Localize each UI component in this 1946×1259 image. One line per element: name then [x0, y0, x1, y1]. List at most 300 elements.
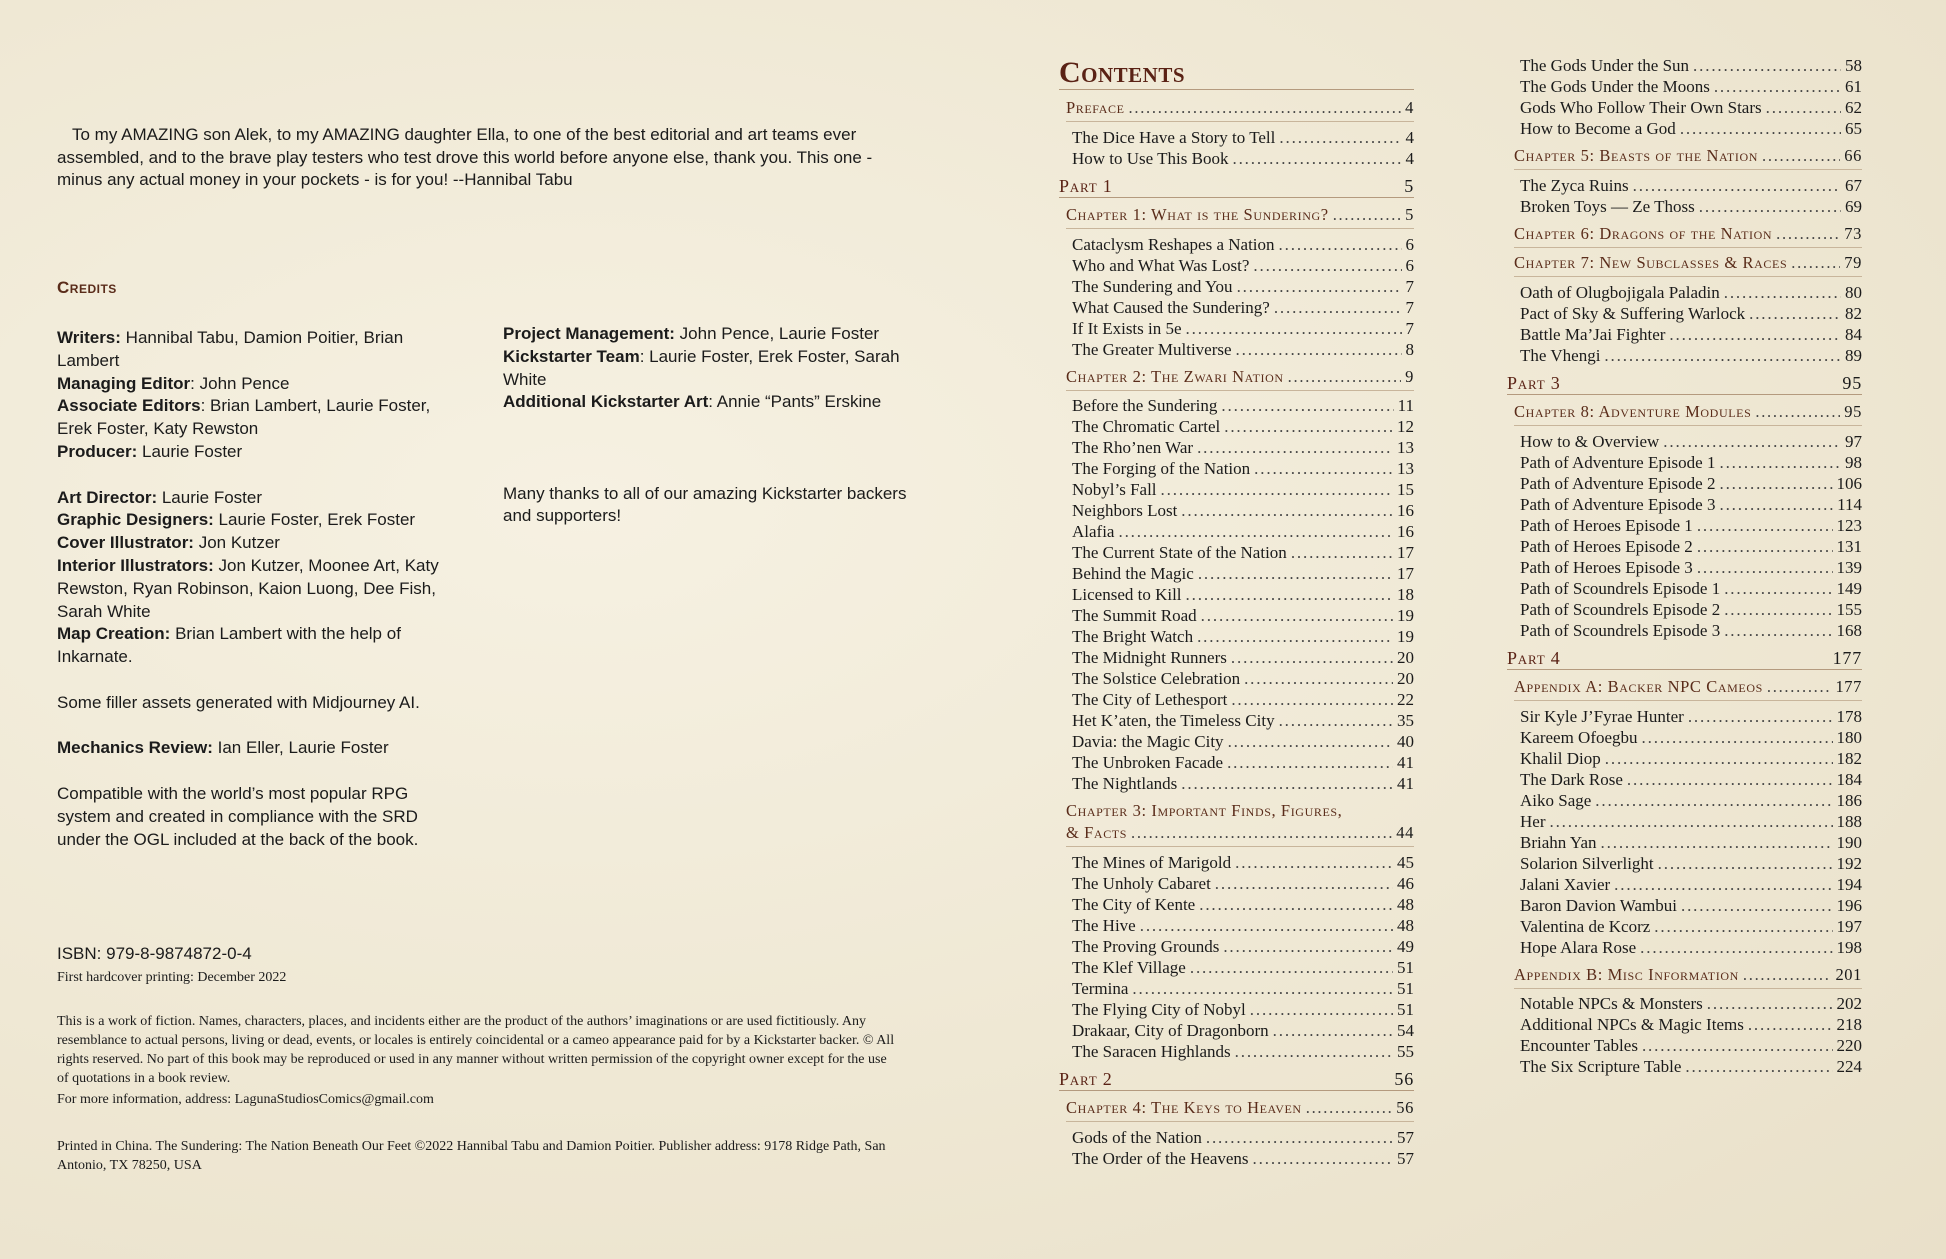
toc-page-number: 15	[1397, 480, 1414, 499]
toc-title: Contents	[1059, 56, 1186, 89]
toc-leader-dots	[1766, 98, 1841, 118]
toc-entry	[1507, 833, 1862, 853]
toc-entry	[1059, 753, 1414, 773]
toc-leader-dots	[1250, 1000, 1393, 1020]
toc-title-text: Battle Ma’Jai Fighter	[1520, 324, 1666, 344]
toc-leader-dots	[1279, 235, 1402, 255]
toc-page-number: 41	[1397, 774, 1414, 793]
toc-page-number: 201	[1835, 964, 1862, 984]
toc-page-number: 177	[1832, 647, 1862, 668]
toc-title-text: Chapter 2: The Zwari Nation	[1066, 366, 1284, 386]
toc-leader-dots	[1231, 690, 1393, 710]
toc-page-number: 224	[1836, 1057, 1862, 1076]
toc-page-number: 17	[1397, 564, 1414, 583]
toc-entry	[1507, 579, 1862, 599]
toc-entry	[1059, 396, 1414, 416]
toc-leader-dots	[1140, 916, 1393, 936]
toc-chapter-rule	[1066, 121, 1414, 122]
toc-page-number: 192	[1836, 853, 1862, 873]
toc-page-number: 40	[1397, 732, 1414, 751]
toc-page-number: 69	[1845, 196, 1862, 216]
toc-page-number: 97	[1845, 431, 1862, 451]
toc-title-text: The Order of the Heavens	[1072, 1148, 1249, 1168]
toc-leader-dots	[1131, 823, 1392, 843]
toc-leader-dots	[1273, 1021, 1393, 1041]
toc-entry	[1507, 728, 1862, 748]
toc-leader-dots	[1697, 537, 1833, 557]
toc-leader-dots	[1697, 516, 1833, 536]
credit-value: Hannibal Tabu, Damion Poitier, Brian Lambert	[57, 328, 404, 370]
toc-entry	[1059, 149, 1414, 169]
toc-page-number: 95	[1844, 402, 1862, 421]
toc-title-text: Path of Heroes Episode 2	[1520, 536, 1693, 556]
toc-title-text: Part 3	[1507, 372, 1561, 393]
toc-page-number: 182	[1836, 748, 1862, 768]
credit-project-management	[503, 323, 913, 346]
toc-leader-dots	[1279, 128, 1401, 148]
toc-leader-dots	[1186, 319, 1402, 339]
toc-leader-dots	[1228, 732, 1393, 752]
toc-leader-dots	[1749, 304, 1841, 324]
toc-entry	[1059, 235, 1414, 255]
toc-title-text: Encounter Tables	[1520, 1036, 1638, 1055]
credit-value: Many thanks to all of our amazing Kickstarter backers and supporters!	[503, 483, 907, 526]
toc-title-text: The Solstice Celebration	[1072, 669, 1241, 688]
toc-page-number: 106	[1836, 473, 1862, 493]
toc-entry	[1059, 277, 1414, 297]
credit-map-creation	[57, 623, 447, 669]
toc-entry	[1059, 711, 1414, 731]
toc-title-text: Path of Adventure Episode 3	[1520, 494, 1716, 514]
toc-title-text: The Bright Watch	[1072, 627, 1194, 646]
toc-entry	[1507, 325, 1862, 345]
credit-label: Producer:	[57, 441, 138, 461]
toc-entry	[1059, 1128, 1414, 1148]
toc-title-text: Solarion Silverlight	[1520, 853, 1654, 873]
toc-leader-dots	[1714, 77, 1841, 97]
toc-title-text: Hope Alara Rose	[1520, 937, 1637, 957]
credit-value: Some filler assets generated with Midjourney AI.	[57, 692, 420, 712]
toc-page-number: 177	[1835, 677, 1862, 696]
toc-page-number: 56	[1394, 1068, 1414, 1089]
credit-value: : Laurie Foster, Erek Foster, Sarah White	[503, 346, 900, 389]
toc-title-text: Part 1	[1059, 175, 1113, 196]
toc-page-number: 57	[1397, 1127, 1414, 1147]
toc-leader-dots	[1627, 770, 1833, 790]
toc-leader-dots	[1333, 205, 1401, 225]
credits-heading: Credits	[57, 278, 117, 297]
toc-title-text: Appendix A: Backer NPC Cameos	[1514, 677, 1763, 696]
credit-value: Laurie Foster	[137, 441, 243, 461]
toc-title-text: Kareem Ofoegbu	[1520, 727, 1638, 747]
toc-leader-dots	[1201, 606, 1393, 626]
toc-entry	[1507, 516, 1862, 536]
toc-leader-dots	[1235, 853, 1393, 873]
toc-title-text: Valentina de Kcorz	[1520, 916, 1651, 936]
toc-page-number: 178	[1836, 706, 1862, 726]
toc-title-text: The Rho’nen War	[1072, 438, 1194, 457]
toc-page-number: 57	[1397, 1148, 1414, 1168]
toc-page-number: 48	[1397, 894, 1414, 914]
toc-entry	[1059, 319, 1414, 339]
toc-leader-dots	[1236, 340, 1402, 360]
credit-label: Associate Editors	[57, 396, 201, 416]
toc-page-number: 67	[1845, 175, 1862, 195]
credit-value: Ian Eller, Laurie Foster	[212, 738, 389, 758]
toc-title-text: The Greater Multiverse	[1072, 339, 1232, 359]
toc-page-number: 202	[1836, 994, 1862, 1013]
toc-title-text: The Vhengi	[1520, 345, 1601, 365]
toc-entry	[1059, 1042, 1414, 1062]
toc-leader-dots	[1291, 543, 1393, 563]
toc-entry	[1507, 621, 1862, 641]
toc-page-number: 82	[1845, 303, 1862, 323]
toc-page-number: 54	[1397, 1020, 1414, 1040]
toc-entry	[1059, 606, 1414, 626]
toc-page-number: 16	[1397, 501, 1414, 520]
toc-entry	[1507, 1036, 1862, 1056]
toc-leader-dots	[1221, 396, 1393, 416]
credit-label: Kickstarter Team	[503, 346, 640, 366]
toc-entry	[1059, 958, 1414, 978]
toc-leader-dots	[1719, 495, 1833, 515]
toc-leader-dots	[1604, 346, 1841, 366]
toc-part	[1059, 176, 1414, 198]
toc-page-number: 5	[1405, 205, 1414, 224]
credit-value: John Pence, Laurie Foster	[674, 324, 880, 343]
toc-page-number: 196	[1836, 895, 1862, 915]
toc-leader-dots	[1724, 621, 1832, 641]
toc-page-number: 55	[1397, 1041, 1414, 1061]
toc-page-number: 180	[1836, 727, 1862, 747]
toc-entry	[1059, 1149, 1414, 1169]
toc-page-number: 11	[1397, 396, 1414, 415]
toc-leader-dots	[1669, 325, 1841, 345]
toc-entry	[1507, 197, 1862, 217]
toc-title-text: How to Become a God	[1520, 119, 1676, 138]
toc-leader-dots	[1198, 564, 1393, 584]
toc-entry	[1507, 875, 1862, 895]
toc-title-text: The City of Lethesport	[1072, 690, 1228, 709]
toc-page-number: 114	[1837, 494, 1862, 514]
toc-entry	[1059, 438, 1414, 458]
toc-title-text: & Facts	[1066, 823, 1128, 842]
toc-page-number: 41	[1397, 753, 1414, 772]
toc-title-text: The Summit Road	[1072, 606, 1197, 625]
toc-leader-dots	[1224, 417, 1393, 437]
toc-page-number: 13	[1397, 459, 1414, 478]
toc-entry	[1507, 346, 1862, 366]
toc-title-text: The Gods Under the Moons	[1520, 77, 1710, 96]
toc-chapter-rule	[1066, 1121, 1414, 1122]
toc-title-text: Path of Heroes Episode 3	[1520, 557, 1693, 577]
toc-page-number: 18	[1397, 585, 1414, 604]
toc-leader-dots	[1254, 459, 1393, 479]
toc-leader-dots	[1132, 979, 1393, 999]
toc-page-number: 7	[1405, 318, 1414, 338]
toc-leader-dots	[1605, 749, 1833, 769]
toc-leader-dots	[1748, 1015, 1833, 1035]
toc-leader-dots	[1199, 895, 1393, 915]
toc-leader-dots	[1197, 627, 1393, 647]
toc-leader-dots	[1642, 1036, 1833, 1056]
credit-graphic-designers	[57, 509, 447, 532]
toc-entry	[1059, 340, 1414, 360]
credit-label: Graphic Designers:	[57, 510, 214, 530]
toc-title-text: Aiko Sage	[1520, 790, 1592, 810]
toc-page-number: 186	[1836, 790, 1862, 810]
toc-leader-dots	[1206, 1128, 1393, 1148]
toc-title-text: How to Use This Book	[1072, 148, 1229, 168]
toc-entry	[1059, 895, 1414, 915]
toc-entry	[1059, 128, 1414, 148]
toc-title-text: Gods Who Follow Their Own Stars	[1520, 98, 1762, 117]
toc-leader-dots	[1181, 774, 1393, 794]
toc-entry	[1507, 453, 1862, 473]
credit-art-director	[57, 487, 447, 510]
credit-value: Laurie Foster, Erek Foster	[213, 510, 416, 530]
toc-title-text: Neighbors Lost	[1072, 501, 1178, 520]
toc-title-rule	[1059, 89, 1414, 90]
toc-entry	[1059, 916, 1414, 936]
toc-leader-dots	[1697, 558, 1833, 578]
toc-title-text: Het K’aten, the Timeless City	[1072, 711, 1275, 730]
toc-chapter-rule	[1514, 988, 1862, 989]
toc-entry	[1507, 791, 1862, 811]
toc-page-number: 49	[1397, 936, 1414, 956]
toc-leader-dots	[1762, 146, 1840, 166]
toc-page-number: 168	[1836, 620, 1862, 640]
toc-entry	[1059, 669, 1414, 689]
toc-chapter	[1507, 146, 1862, 166]
toc-title-text: Path of Adventure Episode 1	[1520, 452, 1716, 472]
toc-leader-dots	[1129, 98, 1402, 118]
toc-entry	[1059, 648, 1414, 668]
toc-page-number: 149	[1836, 578, 1862, 598]
toc-title-text: Path of Heroes Episode 1	[1520, 515, 1693, 535]
toc-page-number: 98	[1845, 452, 1862, 472]
credit-compatibility	[57, 783, 447, 851]
toc-chapter	[1507, 402, 1862, 422]
credit-label: Managing Editor	[57, 373, 191, 393]
toc-leader-dots	[1681, 896, 1833, 916]
credit-label: Additional Kickstarter Art	[503, 392, 709, 412]
toc-title-text: Davia: the Magic City	[1072, 732, 1224, 751]
toc-leader-dots	[1642, 728, 1833, 748]
toc-entry	[1059, 543, 1414, 563]
toc-title-text: The Midnight Runners	[1072, 648, 1227, 667]
toc-title-text: Jalani Xavier	[1520, 874, 1611, 894]
credit-label: Mechanics Review:	[57, 738, 213, 758]
toc-entry	[1059, 1000, 1414, 1020]
toc-title-text: Chapter 7: New Subclasses & Races	[1514, 253, 1788, 272]
toc-leader-dots	[1688, 707, 1833, 727]
toc-entry	[1507, 304, 1862, 324]
credit-label: Map Creation:	[57, 624, 171, 644]
credit-thanks	[503, 483, 913, 529]
toc-chapter-rule	[1514, 425, 1862, 426]
right-page	[973, 0, 1946, 1259]
toc-leader-dots	[1663, 432, 1841, 452]
credit-value: Compatible with the world’s most popular RPG system and created in compliance with the SRD under the OGL included at the back of the book.	[57, 783, 419, 849]
toc-entry	[1507, 283, 1862, 303]
toc-title-text: The Gods Under the Sun	[1520, 56, 1690, 75]
credit-kickstarter-art	[503, 391, 913, 414]
toc-page-number: 79	[1844, 253, 1862, 272]
toc-entry	[1507, 474, 1862, 494]
toc-leader-dots	[1614, 875, 1832, 895]
toc-entry	[1059, 979, 1414, 999]
credit-filler-assets	[57, 692, 447, 715]
toc-title-text: Path of Scoundrels Episode 2	[1520, 599, 1721, 619]
credit-managing-editor	[57, 373, 447, 396]
toc-leader-dots	[1724, 600, 1832, 620]
credit-interior-illustrators	[57, 555, 447, 623]
toc-page-number: 190	[1836, 832, 1862, 852]
toc-leader-dots	[1197, 438, 1393, 458]
toc-page-number: 184	[1836, 769, 1862, 789]
toc-leader-dots	[1633, 176, 1841, 196]
toc-page-number: 6	[1405, 255, 1414, 275]
toc-chapter-rule	[1066, 228, 1414, 229]
toc-page-number: 194	[1836, 874, 1862, 894]
toc-page-number: 13	[1397, 438, 1414, 457]
toc-page-number: 51	[1397, 999, 1414, 1019]
toc-entry	[1507, 994, 1862, 1014]
toc-title-text: The Dark Rose	[1520, 769, 1623, 789]
toc-entry	[1507, 77, 1862, 97]
toc-page-number: 12	[1397, 417, 1414, 436]
toc-title-text: Part 2	[1059, 1068, 1113, 1089]
credit-label: Project Management:	[503, 324, 675, 343]
toc-title-text: Drakaar, City of Dragonborn	[1072, 1020, 1269, 1040]
toc-page-number: 51	[1397, 978, 1414, 998]
toc-entry	[1059, 417, 1414, 437]
toc-leader-dots	[1707, 994, 1833, 1014]
credit-mechanics-review	[57, 737, 447, 760]
toc-entry	[1059, 853, 1414, 873]
toc-leader-dots	[1549, 812, 1832, 832]
toc-title-text: The Nightlands	[1072, 774, 1178, 793]
toc-title-text: The Zyca Ruins	[1520, 175, 1629, 195]
toc-leader-dots	[1181, 501, 1393, 521]
toc-leader-dots	[1640, 938, 1832, 958]
toc-title-text: The City of Kente	[1072, 894, 1196, 914]
toc-chapter	[1059, 823, 1414, 843]
credit-value: Laurie Foster	[157, 487, 263, 507]
toc-page-number: 5	[1404, 175, 1414, 196]
toc-entry	[1059, 298, 1414, 318]
toc-page-number: 35	[1397, 711, 1414, 730]
toc-title-text: The Chromatic Cartel	[1072, 417, 1221, 436]
toc-page-number: 84	[1845, 324, 1862, 344]
toc-chapter	[1059, 1098, 1414, 1118]
credit-value: : Brian Lambert, Laurie Foster, Erek Foster, Katy Rewston	[57, 396, 431, 439]
toc-title-text: The Unbroken Facade	[1072, 753, 1224, 772]
toc-leader-dots	[1223, 937, 1393, 957]
toc-title-text: Who and What Was Lost?	[1072, 255, 1250, 275]
toc-leader-dots	[1719, 453, 1841, 473]
toc-title-text: Part 4	[1507, 647, 1561, 668]
toc-entry	[1507, 98, 1862, 118]
toc-title-text: Her	[1520, 811, 1546, 831]
toc-entry	[1507, 1015, 1862, 1035]
toc-entry	[1507, 917, 1862, 937]
toc-page-number: 58	[1845, 56, 1862, 75]
toc-entry	[1507, 176, 1862, 196]
toc-title-text: The Forging of the Nation	[1072, 459, 1251, 478]
toc-leader-dots	[1253, 1149, 1393, 1169]
toc-title-text: Chapter 3: Important Finds, Figures,	[1066, 801, 1343, 820]
toc-page-number: 46	[1397, 873, 1414, 893]
toc-title-text: Cataclysm Reshapes a Nation	[1072, 234, 1275, 254]
toc-entry	[1059, 874, 1414, 894]
toc-title-text: Khalil Diop	[1520, 748, 1601, 768]
toc-entry	[1507, 495, 1862, 515]
toc-leader-dots	[1190, 958, 1393, 978]
legal-notice: This is a work of fiction. Names, characters, places, and incidents either are the product of the authors’ imaginations or are used fictitiously. Any resemblance to actual persons, living or dead, events, or locales is entirely coincidental or a cameo appearance paid for by a Kickstarter backer. © All rights reserved. No part of this book may be reproduced or used in any manner without written permission of the copyright owner except for the use of quotations in a book review.	[57, 1014, 895, 1086]
toc-page-number: 220	[1836, 1036, 1862, 1055]
toc-leader-dots	[1776, 224, 1840, 244]
toc-leader-dots	[1719, 474, 1832, 494]
toc-page-number: 155	[1836, 599, 1862, 619]
toc-chapter	[1507, 677, 1862, 697]
toc-entry	[1059, 1021, 1414, 1041]
toc-leader-dots	[1279, 711, 1393, 731]
toc-leader-dots	[1724, 579, 1832, 599]
toc-entry	[1507, 896, 1862, 916]
toc-leader-dots	[1306, 1098, 1393, 1118]
toc-entry	[1059, 480, 1414, 500]
toc-title-text: The Unholy Cabaret	[1072, 873, 1211, 893]
toc-page-number: 20	[1397, 648, 1414, 667]
toc-chapter-rule	[1066, 846, 1414, 847]
toc-title-text: The Proving Grounds	[1072, 936, 1220, 956]
toc-chapter-rule	[1514, 700, 1862, 701]
toc-leader-dots	[1724, 283, 1841, 303]
toc-entry	[1507, 537, 1862, 557]
toc-title-text: Termina	[1072, 978, 1129, 998]
toc-title-text: Additional NPCs & Magic Items	[1520, 1015, 1744, 1034]
toc-entry	[1507, 770, 1862, 790]
toc-page-number: 89	[1845, 345, 1862, 365]
toc-title-text: Licensed to Kill	[1072, 585, 1182, 604]
toc-page-number: 66	[1844, 146, 1862, 165]
toc-leader-dots	[1654, 917, 1832, 937]
toc-page-number: 19	[1397, 627, 1414, 646]
toc-page-number: 45	[1397, 852, 1414, 872]
credit-value: Brian Lambert with the help of Inkarnate.	[57, 624, 401, 667]
toc-page-number: 22	[1397, 690, 1414, 709]
toc-page-number: 65	[1845, 119, 1862, 138]
toc-leader-dots	[1237, 277, 1402, 297]
toc-page-number: 123	[1836, 515, 1862, 535]
toc-leader-dots	[1186, 585, 1393, 605]
toc-chapter-rule	[1514, 247, 1862, 248]
toc-entry	[1059, 459, 1414, 479]
credit-value: Jon Kutzer	[193, 533, 280, 553]
toc-leader-dots	[1658, 854, 1833, 874]
credit-value: : John Pence	[190, 373, 290, 393]
toc-title-text: Sir Kyle J’Fyrae Hunter	[1520, 706, 1684, 726]
toc-page-number: 7	[1405, 276, 1414, 296]
toc-page-number: 6	[1405, 234, 1414, 254]
toc-page-number: 7	[1405, 297, 1414, 317]
toc-title-text: Chapter 4: The Keys to Heaven	[1066, 1098, 1302, 1117]
toc-page-number: 80	[1845, 282, 1862, 302]
toc-page-number: 51	[1397, 957, 1414, 977]
toc-title-text: Nobyl’s Fall	[1072, 480, 1157, 499]
